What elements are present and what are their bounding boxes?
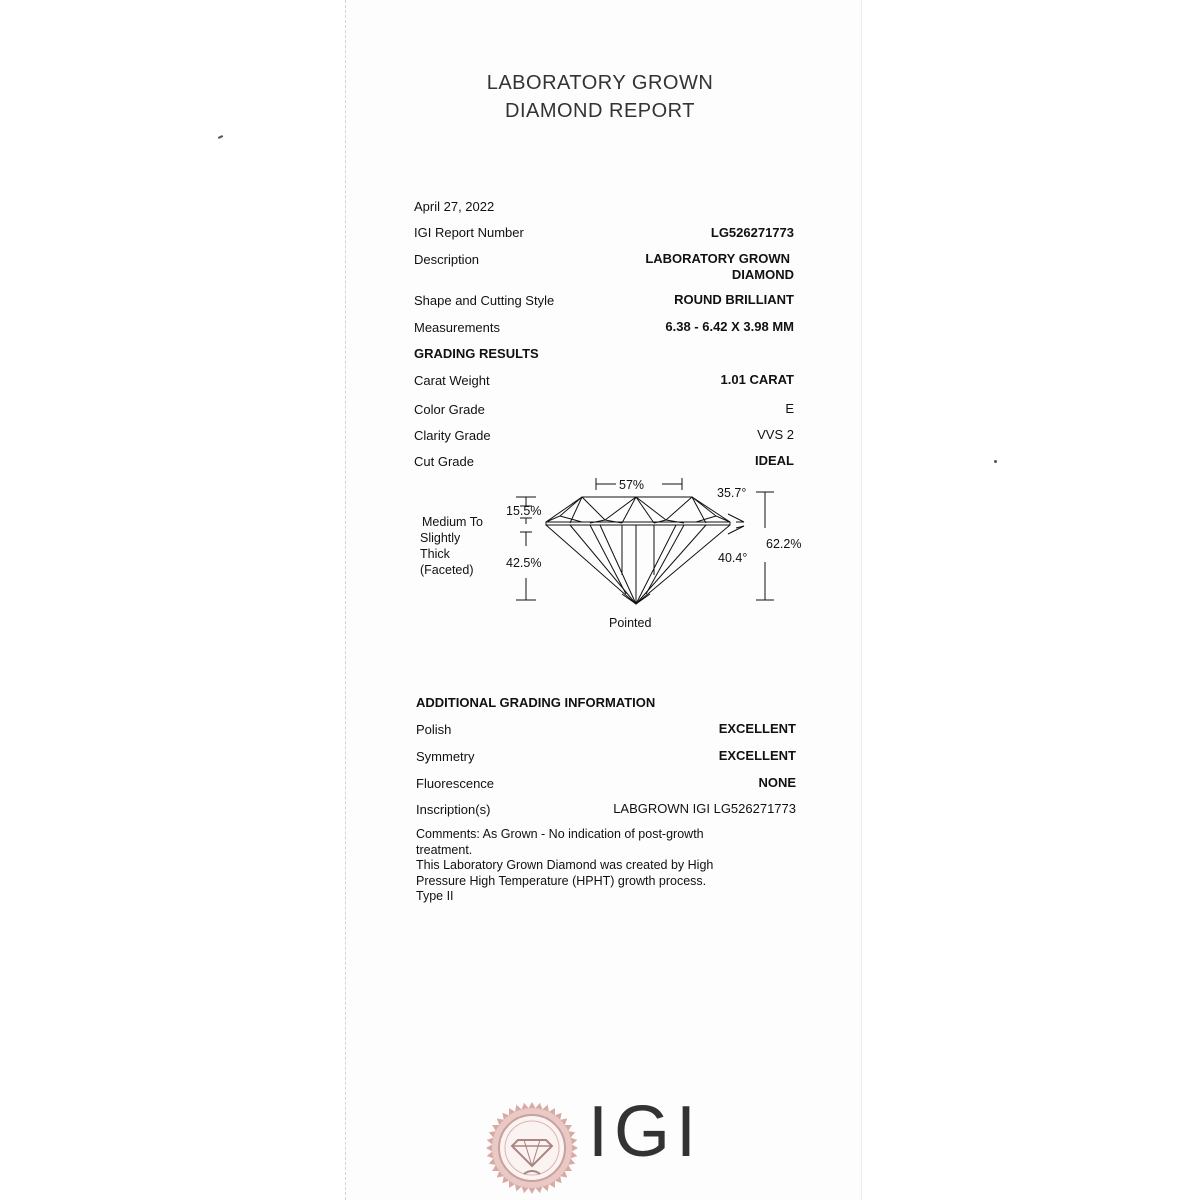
color-value: E — [785, 401, 794, 416]
inscription-value: LABGROWN IGI LG526271773 — [613, 801, 796, 816]
comment-line: This Laboratory Grown Diamond was created by High — [416, 858, 714, 872]
description-value — [645, 251, 794, 283]
proportions-diagram — [400, 470, 820, 640]
table-percent: 57% — [619, 478, 645, 492]
pavilion-angle: 40.4° — [718, 551, 748, 565]
report-title-line1: LABORATORY GROWN — [486, 72, 714, 94]
polish-value: EXCELLENT — [718, 721, 796, 736]
description-value-line2: DIAMOND — [731, 267, 794, 282]
comment-line: Type II — [416, 889, 454, 903]
report-number-value: LG526271773 — [710, 225, 794, 240]
culet-label: Pointed — [609, 616, 652, 630]
crown-angle: 35.7° — [717, 486, 747, 500]
symmetry-value: EXCELLENT — [718, 748, 796, 763]
girdle-line2: Slightly — [420, 531, 461, 545]
additional-heading: ADDITIONAL GRADING INFORMATION — [416, 695, 656, 710]
measurements-label: Measurements — [414, 320, 500, 335]
pavilion-depth: 42.5% — [506, 556, 542, 570]
symmetry-label: Symmetry — [416, 749, 475, 764]
report-title-line2: DIAMOND REPORT — [505, 100, 695, 122]
polish-label: Polish — [416, 722, 452, 737]
carat-label: Carat Weight — [414, 373, 490, 388]
shape-label: Shape and Cutting Style — [414, 293, 555, 308]
shape-value: ROUND BRILLIANT — [674, 292, 794, 307]
cut-label: Cut Grade — [414, 454, 474, 469]
igi-logo-text: IGI — [588, 1092, 703, 1172]
report-date: April 27, 2022 — [414, 199, 495, 214]
description-label: Description — [414, 252, 480, 267]
description-value-line1: LABORATORY GROWN — [645, 251, 790, 266]
cut-value: IDEAL — [755, 453, 794, 468]
color-label: Color Grade — [414, 402, 485, 417]
inscription-label: Inscription(s) — [416, 802, 491, 817]
comments-block — [416, 827, 776, 905]
girdle-line3: Thick — [420, 547, 450, 561]
grading-results-heading: GRADING RESULTS — [414, 346, 539, 361]
crown-height: 15.5% — [506, 504, 542, 518]
comment-line: Comments: As Grown - No indication of post-growth — [416, 827, 704, 841]
carat-value: 1.01 CARAT — [720, 372, 794, 387]
clarity-value: VVS 2 — [757, 427, 794, 442]
total-depth: 62.2% — [766, 537, 802, 551]
measurements-value: 6.38 - 6.42 X 3.98 MM — [665, 319, 794, 334]
comment-line: Pressure High Temperature (HPHT) growth process. — [416, 873, 707, 888]
fluorescence-label: Fluorescence — [416, 776, 495, 791]
fluorescence-value: NONE — [758, 775, 796, 790]
girdle-line1: Medium To — [422, 515, 483, 529]
scan-speck — [218, 135, 223, 139]
scan-speck — [994, 460, 997, 463]
comment-line: treatment. — [416, 842, 473, 857]
report-number-label: IGI Report Number — [414, 225, 524, 240]
igi-seal-icon — [484, 1100, 580, 1196]
clarity-label: Clarity Grade — [414, 428, 491, 443]
girdle-line4: (Faceted) — [420, 563, 474, 577]
